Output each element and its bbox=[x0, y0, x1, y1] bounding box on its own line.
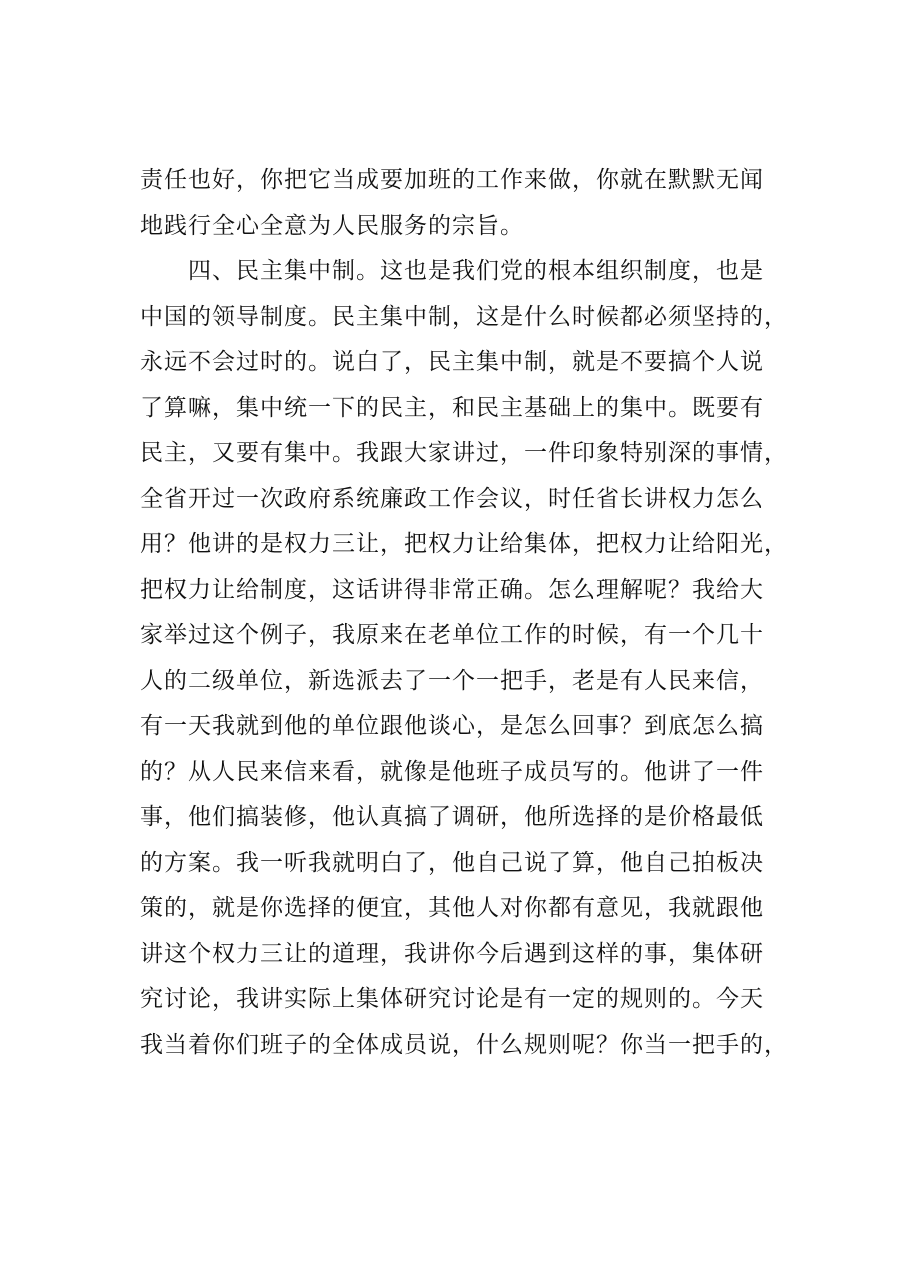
text-line: 的？从人民来信来看，就像是他班子成员写的。他讲了一件 bbox=[140, 758, 764, 785]
body-text bbox=[140, 158, 800, 1068]
text-line: 事，他们搞装修，他认真搞了调研，他所选择的是价格最低 bbox=[140, 804, 764, 830]
text-line: 策的，就是你选择的便宜，其他人对你都有意见，我就跟他 bbox=[140, 895, 764, 921]
text-line: 民主，又要有集中。我跟大家讲过，一件印象特别深的事情， bbox=[140, 440, 788, 466]
text-line: 全省开过一次政府系统廉政工作会议，时任省长讲权力怎么 bbox=[140, 485, 764, 512]
text-line: 用？他讲的是权力三让，把权力让给集体，把权力让给阳光， bbox=[140, 531, 788, 557]
text-line: 了算嘛，集中统一下的民主，和民主基础上的集中。既要有 bbox=[140, 394, 764, 421]
text-line: 有一天我就到他的单位跟他谈心，是怎么回事？到底怎么搞 bbox=[140, 713, 764, 739]
text-line: 把权力让给制度，这话讲得非常正确。怎么理解呢？我给大 bbox=[140, 576, 764, 603]
text-line: 中国的领导制度。民主集中制，这是什么时候都必须坚持的， bbox=[140, 303, 788, 330]
text-line: 责任也好，你把它当成要加班的工作来做，你就在默默无闻 bbox=[140, 167, 764, 193]
text-line: 家举过这个例子，我原来在老单位工作的时候，有一个几十 bbox=[140, 622, 764, 648]
text-line: 永远不会过时的。说白了，民主集中制，就是不要搞个人说 bbox=[140, 349, 764, 375]
text-line: 的方案。我一听我就明白了，他自己说了算，他自己拍板决 bbox=[140, 849, 764, 876]
text-line: 人的二级单位，新选派去了一个一把手，老是有人民来信， bbox=[140, 667, 764, 694]
text-line: 我当着你们班子的全体成员说，什么规则呢？你当一把手的， bbox=[140, 1031, 788, 1058]
text-line: 究讨论，我讲实际上集体研究讨论是有一定的规则的。今天 bbox=[140, 986, 764, 1012]
text-line: 地践行全心全意为人民服务的宗旨。 bbox=[140, 212, 524, 239]
text-line: 四、民主集中制。这也是我们党的根本组织制度，也是 bbox=[140, 258, 764, 284]
text-line: 讲这个权力三让的道理，我讲你今后遇到这样的事，集体研 bbox=[140, 940, 764, 967]
